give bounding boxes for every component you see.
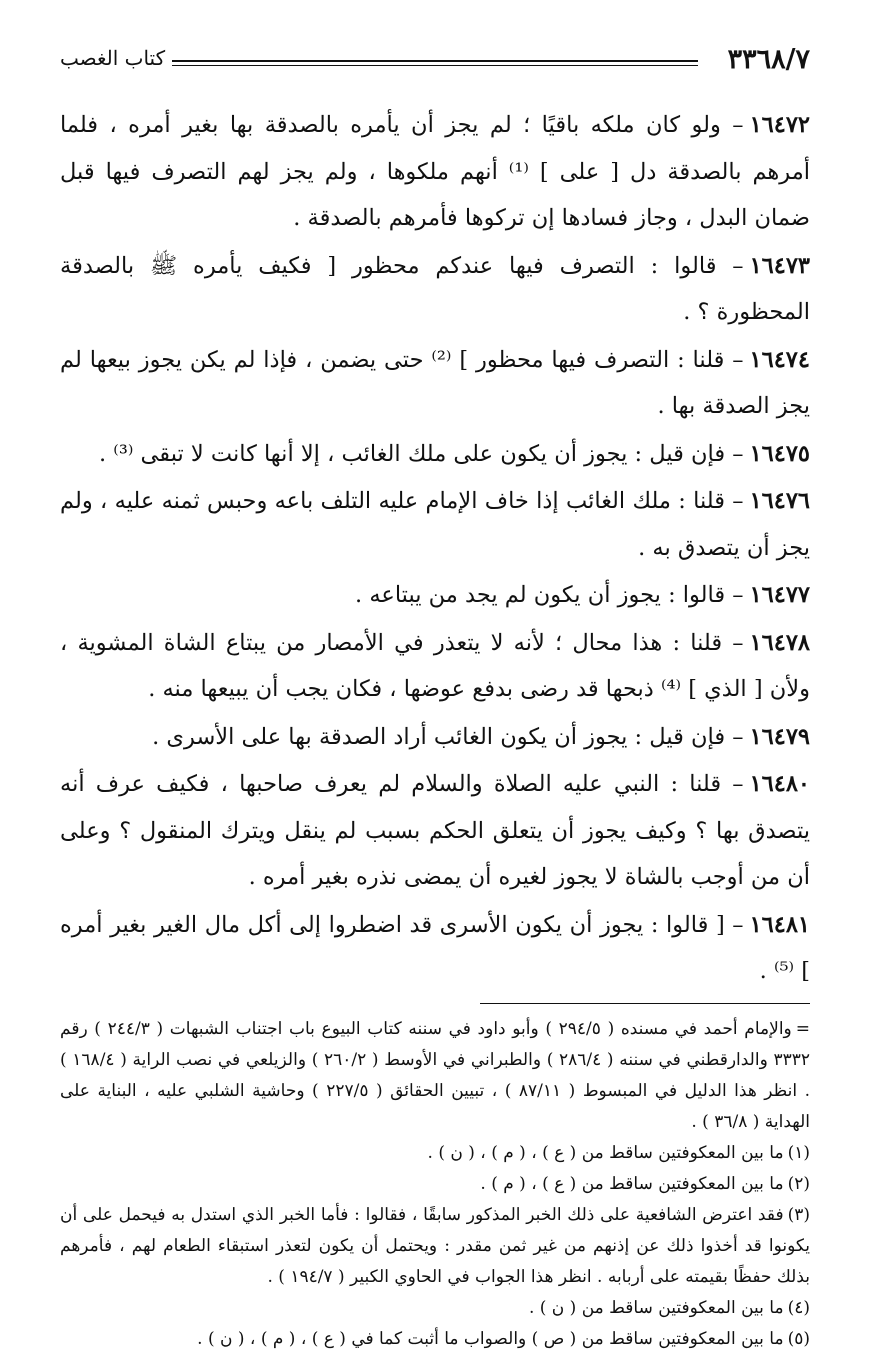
paragraph-number: ١٦٤٧٤ (749, 346, 810, 373)
paragraph-number: ١٦٤٧٧ (749, 582, 810, 608)
paragraph (60, 102, 810, 242)
footnote-text: فقد اعترض الشافعية على ذلك الخبر المذكور سابقًا ، فقالوا : فأما الخبر الذي استدل به فيحمل على أن يكونوا قد أخذوا ذلك عن إذنهم من غير ثمن مقدر : ويحتمل أن يكون لتعذر استبقاء الطعام لهم ، فأمرهم بذلك حفظًا بقيمته على أربابه . انظر هذا الجواب في الحاوي الكبير ( ١٩٤/٧ ) . (60, 1204, 810, 1287)
footnote-mark: (٥) (787, 1328, 810, 1349)
footnote (60, 1293, 810, 1324)
paragraph (60, 714, 810, 761)
page-number: ٣٣٦٨/٧ (727, 44, 810, 75)
paragraph-text: – قلنا : هذا محال ؛ لأنه لا يتعذر في الأمصار من يبتاع الشاة المشوية ، ولأن [ الذي ] ⁽⁴⁾ ذبحها قد رضى بدفع عوضها ، فكان يجب أن يبيعها منه . (60, 629, 810, 702)
paragraph-text: – قلنا : التصرف فيها محظور ] ⁽²⁾ حتى يضمن ، فإذا لم يكن يجوز بيعها لم يجز الصدقة بها . (60, 346, 810, 419)
footnote-mark: (١) (787, 1142, 810, 1163)
footnote (60, 1014, 810, 1138)
paragraph-text: – ولو كان ملكه باقيًا ؛ لم يجز أن يأمره بالصدقة بها بغير أمره ، فلما أمرهم بالصدقة دل [ على ] ⁽¹⁾ أنهم ملكوها ، ولم يجز لهم التصرف فيها قبل ضمان البدل ، وجاز فسادها إن تركوها فأمرهم بالصدقة . (60, 112, 810, 231)
page-header (60, 40, 810, 80)
footnote-mark: (٤) (787, 1297, 810, 1318)
paragraph-number: ١٦٤٧٢ (749, 112, 810, 138)
paragraph-number: ١٦٤٨١ (749, 911, 810, 938)
book-title: كتاب الغصب (60, 46, 166, 70)
paragraph-text: – قلنا : ملك الغائب إذا خاف الإمام عليه التلف باعه وحبس ثمنه عليه ، ولم يجز أن يتصدق به . (60, 488, 810, 561)
paragraph-text: – قالوا : التصرف فيها عندكم محظور [ فكيف يأمره ﷺ بالصدقة المحظورة ؟ . (60, 252, 810, 325)
paragraph (60, 431, 810, 478)
footnote-mark: (٢) (787, 1173, 810, 1194)
footnote-rule (480, 1003, 810, 1004)
footnote-text: ما بين المعكوفتين ساقط من ( ع ) ، ( م ) ، ( ن ) . (427, 1142, 784, 1163)
paragraph (60, 902, 810, 995)
book-page (60, 40, 810, 1355)
paragraph-text: – فإن قيل : يجوز أن يكون على ملك الغائب ، إلا أنها كانت لا تبقى ⁽³⁾ . (99, 440, 744, 467)
paragraph-number: ١٦٤٨٠ (749, 771, 810, 797)
paragraph (60, 478, 810, 571)
paragraph (60, 620, 810, 713)
paragraph-text: – [ قالوا : يجوز أن يكون الأسرى قد اضطروا إلى أكل مال الغير بغير أمره ] ⁽⁵⁾ . (60, 911, 810, 984)
footnote-text: ما بين المعكوفتين ساقط من ( ص ) والصواب ما أثبت كما في ( ع ) ، ( م ) ، ( ن ) . (197, 1328, 784, 1349)
footnote (60, 1169, 810, 1200)
footnote-text: والإمام أحمد في مسنده ( ٢٩٤/٥ ) وأبو داود في سننه كتاب البيوع باب اجتناب الشبهات ( ٢٤٤/٣ ) رقم ٣٣٣٢ والدارقطني في سننه ( ٢٨٦/٤ ) والطبراني في الأوسط ( ٢٦٠/٢ ) والزيلعي في نصب الراية ( ١٦٨/٤ ) . انظر هذا الدليل في المبسوط ( ٨٧/١١ ) ، تبيين الحقائق ( ٢٢٧/٥ ) وحاشية الشلبي عليه ، البناية على الهداية ( ٣٦/٨ ) . (60, 1018, 810, 1132)
paragraph (60, 243, 810, 336)
paragraph-text: – فإن قيل : يجوز أن يكون الغائب أراد الصدقة بها على الأسرى . (152, 723, 744, 750)
paragraph-number: ١٦٤٧٦ (749, 488, 810, 514)
footnote (60, 1324, 810, 1355)
paragraph (60, 761, 810, 901)
footnote-text: ما بين المعكوفتين ساقط من ( ن ) . (528, 1297, 784, 1318)
header-rule (172, 60, 698, 66)
footnote (60, 1138, 810, 1169)
footnote-text: ما بين المعكوفتين ساقط من ( ع ) ، ( م ) . (480, 1173, 784, 1194)
footnote-mark: (٣) (787, 1204, 810, 1225)
main-text (60, 102, 810, 995)
paragraph-text: – قالوا : يجوز أن يكون لم يجد من يبتاعه . (355, 582, 744, 608)
paragraph (60, 337, 810, 430)
paragraph-number: ١٦٤٧٣ (749, 252, 810, 279)
footnote (60, 1200, 810, 1293)
paragraph (60, 572, 810, 619)
paragraph-number: ١٦٤٧٥ (749, 440, 810, 467)
paragraph-number: ١٦٤٧٩ (749, 723, 810, 750)
footnotes-section (60, 1003, 810, 1355)
footnote-mark: = (795, 1018, 810, 1039)
paragraph-number: ١٦٤٧٨ (749, 629, 810, 656)
paragraph-text: – قلنا : النبي عليه الصلاة والسلام لم يعرف صاحبها ، فكيف عرف أنه يتصدق بها ؟ وكيف يجوز أن يتعلق الحكم بسبب لم ينقل ويترك المنقول ؟ وعلى أن من أوجب بالشاة لا يجوز لغيره أن يمضى نذره بغير أمره . (60, 771, 810, 890)
